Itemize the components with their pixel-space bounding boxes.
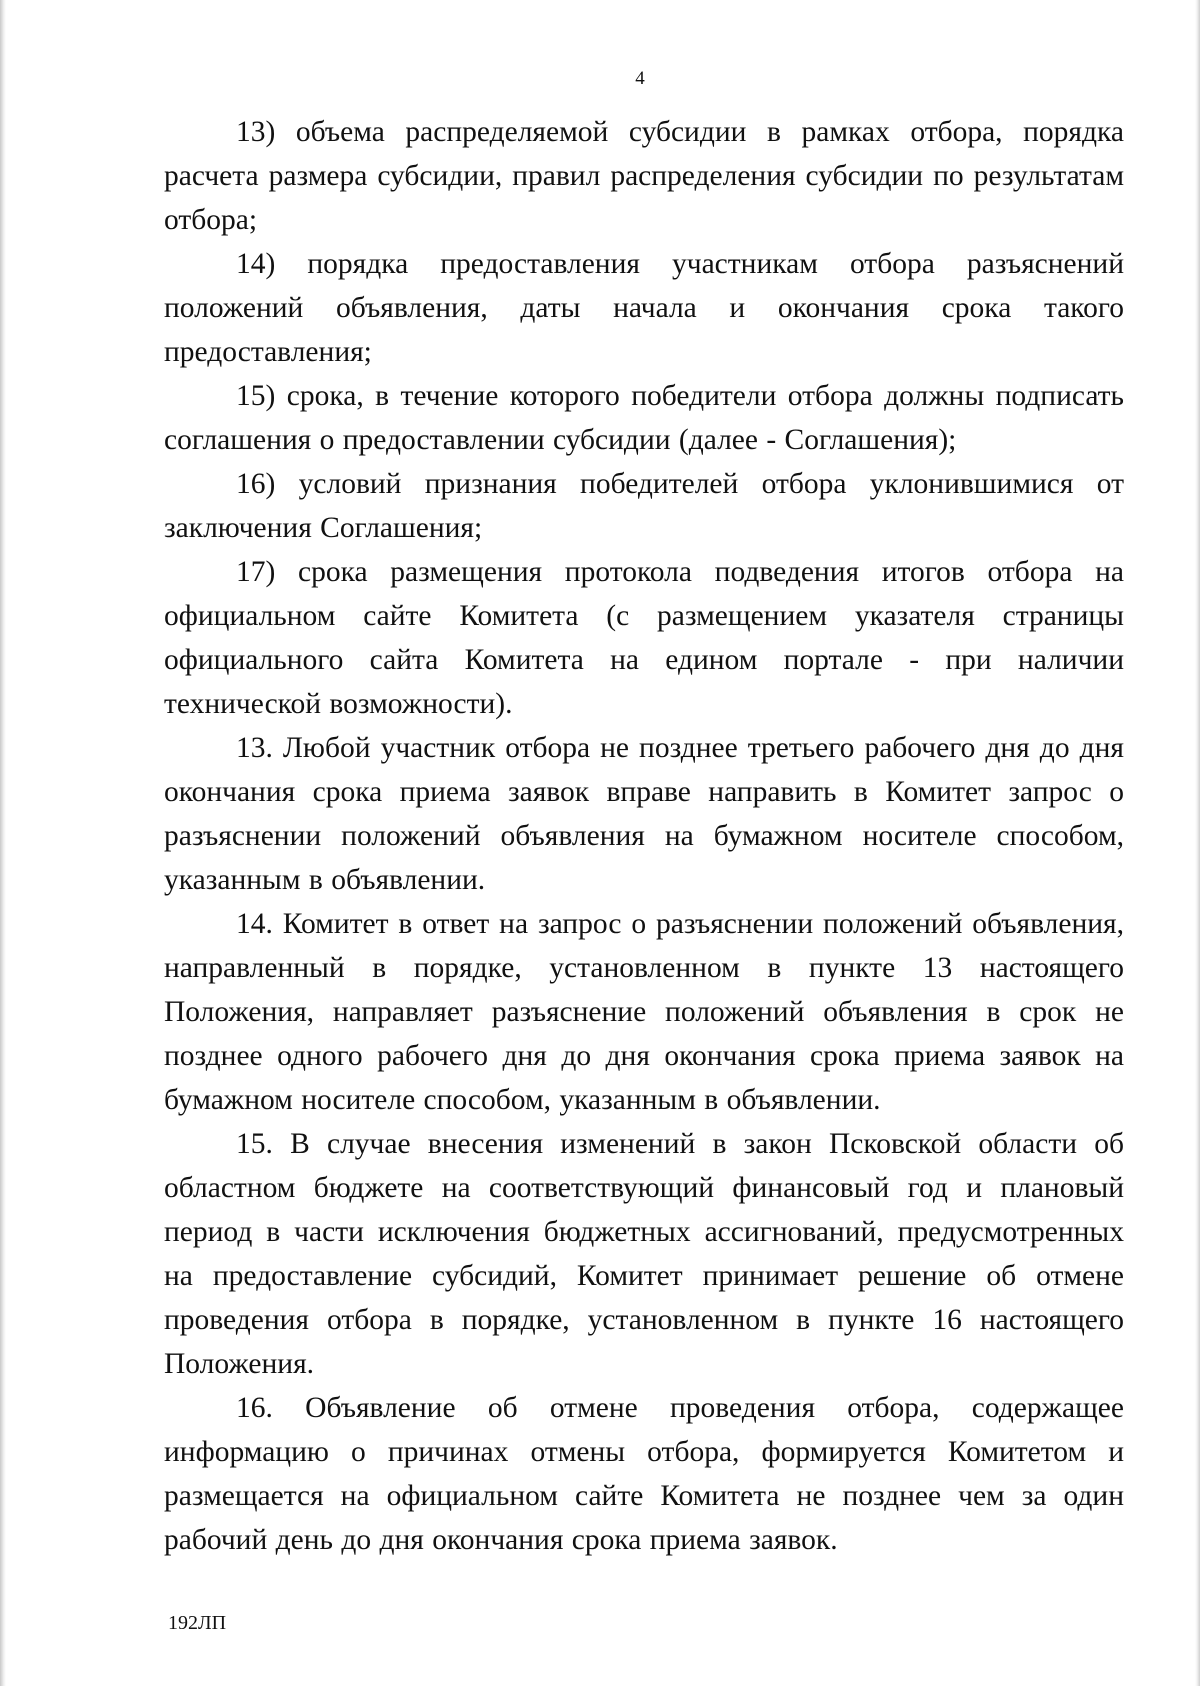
paragraph-clause-13: 13. Любой участник отбора не позднее третьего рабочего дня до дня окончания срока приема заявок вправе направить в Комитет запрос о разъяснении положений объявления на бумажном носителе способом, указанным в объявлении. bbox=[164, 732, 1124, 896]
scan-edge-right bbox=[1195, 0, 1200, 1686]
paragraph-item-15: 15) срока, в течение которого победители отбора должны подписать соглашения о предоставлении субсидии (далее - Соглашения); bbox=[164, 380, 1124, 456]
paragraph-item-17: 17) срока размещения протокола подведения итогов отбора на официальном сайте Комитета (с размещением указателя страницы официального сайта Комитета на едином портале - при наличии технической возможности). bbox=[164, 556, 1124, 720]
paragraph-item-14: 14) порядка предоставления участникам отбора разъяснений положений объявления, даты начала и окончания срока такого предоставления; bbox=[164, 248, 1124, 368]
paragraph-clause-15: 15. В случае внесения изменений в закон Псковской области об областном бюджете на соответствующий финансовый год и плановый период в части исключения бюджетных ассигнований, предусмотренных на предоставление субсидий, Комитет принимает решение об отмене проведения отбора в порядке, установленном в пункте 16 настоящего Положения. bbox=[164, 1128, 1124, 1380]
paragraph-item-16: 16) условий признания победителей отбора уклонившимися от заключения Соглашения; bbox=[164, 468, 1124, 544]
paragraph-item-13: 13) объема распределяемой субсидии в рамках отбора, порядка расчета размера субсидии, правил распределения субсидии по результатам отбора; bbox=[164, 116, 1124, 236]
paragraph-clause-14: 14. Комитет в ответ на запрос о разъяснении положений объявления, направленный в порядке, установленном в пункте 13 настоящего Положения, направляет разъяснение положений объявления в срок не позднее одного рабочего дня до дня окончания срока приема заявок на бумажном носителе способом, указанным в объявлении. bbox=[164, 908, 1124, 1116]
page-number: 4 bbox=[635, 68, 645, 89]
document-body bbox=[164, 110, 1124, 1562]
footer-document-code: 192ЛП bbox=[168, 1612, 227, 1634]
scan-edge-left bbox=[0, 0, 6, 1686]
paragraph-clause-16: 16. Объявление об отмене проведения отбора, содержащее информацию о причинах отмены отбора, формируется Комитетом и размещается на официальном сайте Комитета не позднее чем за один рабочий день до дня окончания срока приема заявок. bbox=[164, 1392, 1124, 1556]
